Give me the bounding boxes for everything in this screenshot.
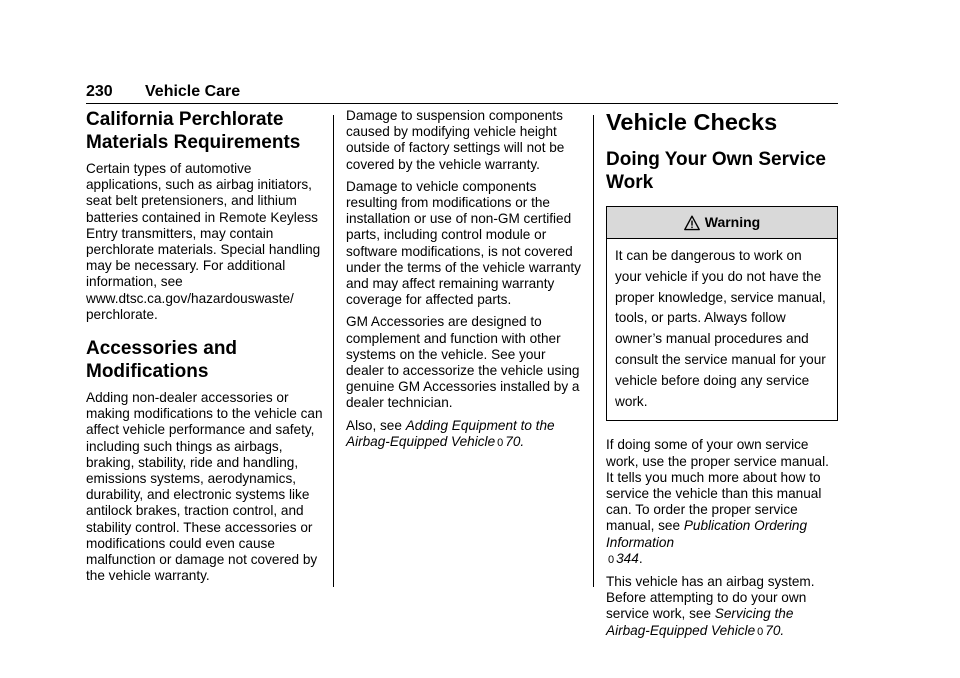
warning-text: It can be dangerous to work on your vehicle if you do not have the proper knowledge, service manual, tools, or parts. Always follow owner’s manual procedures and consult the service manual for your vehicle before doing any service work. [615, 248, 826, 409]
adding-equipment-link[interactable]: Adding Equipment to the Airbag-Equipped Vehicle [346, 417, 555, 449]
page-ref[interactable]: 344 [616, 550, 639, 566]
header-rule [86, 103, 838, 104]
column-divider [593, 115, 594, 587]
column-1 [86, 108, 326, 590]
airbag-paragraph [606, 574, 838, 640]
airbag-text: This vehicle has an airbag system. Before attempting to do your own service work, see [606, 574, 815, 622]
components-paragraph: Damage to vehicle components resulting from modifications or the installation or use of non-GM certified parts, including control module or software modifications, is not covered under the terms of the vehicle warranty and may affect remaining warranty coverage for affected parts. [346, 178, 581, 308]
page-ref[interactable]: 70. [765, 622, 785, 638]
publication-ordering-link[interactable]: Publication Ordering Information [606, 518, 808, 550]
servicing-airbag-link[interactable]: Servicing the Airbag-Equipped Vehicle [606, 606, 794, 638]
column-2 [346, 108, 581, 457]
service-manual-paragraph [606, 437, 838, 568]
page-ref-arrow-icon: 0 [608, 553, 615, 566]
warning-icon [684, 215, 700, 231]
service-manual-text: If doing some of your own service work, use the proper service manual. It tells you much more about how to service the vehicle than this manual can. To order the proper service manual, see [606, 437, 829, 534]
warning-title: Warning [704, 214, 761, 231]
gm-accessories-paragraph: GM Accessories are designed to complement and function with other systems on the vehicle. See your dealer to accessorize the vehicle using genuine GM Accessories installed by a dealer technician. [346, 314, 580, 411]
warning-box [606, 206, 838, 421]
also-see-prefix: Also, see [346, 417, 406, 433]
doing-your-own-service-work-heading: Doing Your Own Service Work [606, 149, 826, 193]
accessories-heading: Accessories and Modifications [86, 338, 238, 383]
accessories-paragraph: Adding non-dealer accessories or making modifications to the vehicle can affect vehicle performance and safety, including such things as airbags, braking, stability, ride and handling, emissions systems, aerodynamics, durability, and electronic systems like antilock brakes, traction control, and stability control. These accessories or modifications could even cause malfunction or damage not covered by the vehicle warranty. [86, 390, 323, 584]
california-perchlorate-heading: California Perchlorate Materials Requirements [86, 109, 301, 153]
warning-title-bar [607, 207, 837, 239]
page-ref-arrow-icon: 0 [497, 436, 504, 449]
also-see-paragraph [346, 418, 581, 451]
section-title: Vehicle Care [145, 83, 241, 100]
column-divider [333, 115, 334, 587]
page-header [86, 83, 838, 103]
page-ref-arrow-icon: 0 [757, 625, 764, 638]
perchlorate-paragraph: Certain types of automotive applications, such as airbag initiators, seat belt pretensioners, and lithium batteries contained in Remote Keyless Entry transmitters, may contain perchlorate materials. Special handling may be necessary. For additional information, see www.dtsc.ca.gov/hazardouswaste/ perchlorate. [86, 161, 321, 322]
suspension-paragraph: Damage to suspension components caused by modifying vehicle height outside of factory settings will not be covered by the vehicle warranty. [346, 108, 565, 172]
page-number: 230 [86, 83, 113, 100]
column-3 [606, 108, 838, 646]
page-ref[interactable]: 70. [505, 433, 525, 449]
vehicle-checks-heading: Vehicle Checks [606, 109, 778, 135]
sentence-end: . [638, 550, 643, 566]
